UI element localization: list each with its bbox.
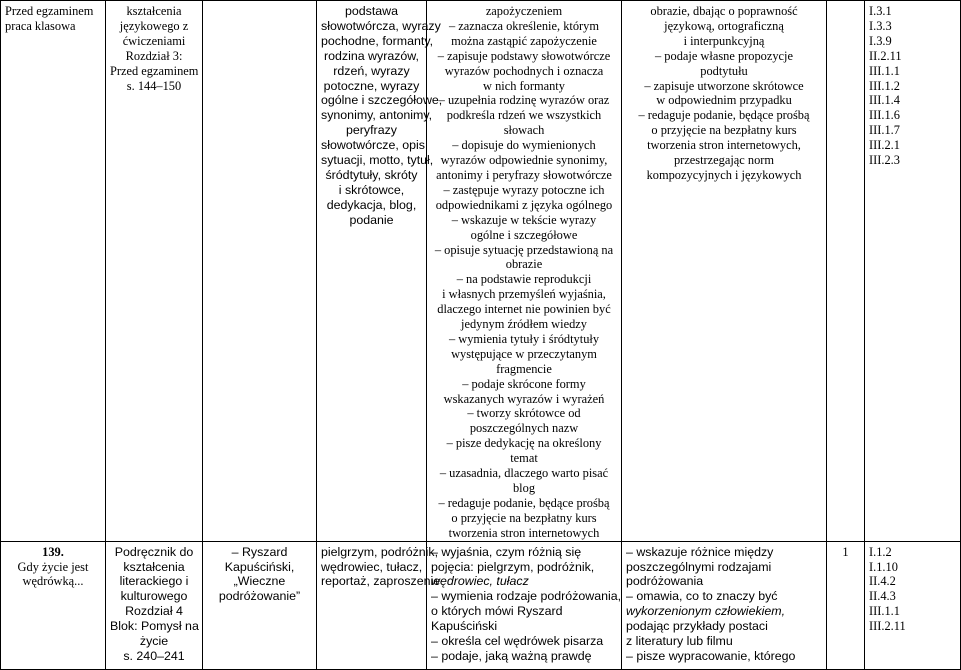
- text-line: wędrówką...: [22, 574, 84, 589]
- table-row: [1, 1, 961, 542]
- text-line: językową, ortograficzną: [664, 18, 784, 33]
- text-line: ćwiczeniami: [122, 33, 186, 48]
- text-line: poszczególnych nazw: [469, 421, 579, 436]
- text-line: literackiego i: [119, 574, 189, 589]
- text-line: dlaczego internet nie powinien być: [437, 302, 611, 317]
- text-line: wędrowiec, tułacz,: [321, 559, 423, 574]
- text-line: rdzeń, wyrazy: [333, 63, 410, 78]
- text-line: – tworzy skrótowce od: [467, 406, 581, 421]
- text-line: Przed egzaminem: [5, 4, 94, 18]
- text-line: rodzina wyrazów,: [323, 48, 420, 63]
- text-line: przestrzegając norm: [673, 153, 775, 168]
- text-line: – omawia, co to znaczy być: [626, 589, 778, 604]
- text-line: ogólne i szczegółowe,: [321, 93, 443, 108]
- text-line: – wskazuje różnice między: [626, 544, 774, 559]
- text-line: podróżowanie”: [218, 589, 301, 604]
- cell-lesson: [1, 1, 106, 542]
- text-line: III.1.1: [869, 604, 900, 619]
- text-line: wyrazów pochodnych i oznacza: [444, 63, 604, 78]
- text-line: I.3.3: [869, 18, 892, 33]
- text-line: reportaż, zaproszenie: [321, 574, 441, 589]
- text-line: tworzenia stron internetowych,: [647, 138, 801, 153]
- text-line: – redaguje podanie, będące prośbą: [638, 108, 810, 123]
- text-line: synonimy, antonimy,: [321, 108, 433, 123]
- text-line: jedynym źródłem wiedzy: [461, 317, 587, 332]
- text-line: peryfrazy: [346, 123, 397, 138]
- text-line: sytuacji, motto, tytuł,: [321, 153, 434, 168]
- text-line: słowach: [503, 123, 545, 138]
- cell-extended-requirements: [622, 1, 827, 542]
- text-line: potoczne, wyrazy: [323, 78, 420, 93]
- text-line: – zapisuje utworzone skrótowce: [644, 78, 804, 93]
- text-line: III.1.4: [869, 93, 900, 108]
- text-line: i własnych przemyśleń wyjaśnia,: [442, 287, 606, 302]
- text-line: – podaje, jaką ważną prawdę: [431, 648, 592, 663]
- text-line: podróżowania: [626, 574, 704, 589]
- text-line: Kapuściński,: [224, 559, 295, 574]
- text-line: III.2.11: [869, 619, 906, 634]
- text-line: II.4.2: [869, 574, 896, 589]
- cell-curriculum-codes: [865, 541, 961, 669]
- text-line: s. 144–150: [126, 78, 182, 93]
- cell-extended-requirements: [622, 541, 827, 669]
- cell-lesson: [1, 541, 106, 669]
- text-line: podstawa: [344, 4, 399, 18]
- text-line: pojęcia: pielgrzym, podróżnik,: [431, 559, 595, 574]
- text-line: III.2.1: [869, 138, 900, 153]
- text-line: wyrazów odpowiednie synonimy,: [440, 153, 608, 168]
- text-line: III.1.1: [869, 63, 900, 78]
- text-line: kształcenia: [123, 559, 185, 574]
- cell-concepts: [317, 1, 443, 542]
- text-line: – pisze dedykację na określony: [446, 436, 602, 451]
- text-line: – wskazuje w tekście wyrazy: [451, 212, 597, 227]
- cell-text: [203, 541, 317, 669]
- text-line: Rozdział 4: [125, 604, 183, 619]
- text-line: o przyjęcie na bezpłatny kurs: [651, 123, 797, 138]
- cell-hours: [827, 1, 865, 542]
- cell-text: [203, 1, 317, 542]
- text-line: tworzenia stron internetowych: [448, 525, 600, 540]
- text-line: Rozdział 3:: [125, 48, 183, 63]
- text-line: II.4.3: [869, 589, 896, 604]
- text-line: zapożyczeniem: [485, 4, 563, 18]
- text-line: III.2.3: [869, 153, 900, 168]
- text-line: można zastąpić zapożyczenie: [451, 33, 597, 48]
- text-line: – opisuje sytuację przedstawioną na: [434, 242, 614, 257]
- text-line: – zapisuje podstawy słowotwórcze: [437, 48, 611, 63]
- text-line: wędrowiec, tułacz: [431, 574, 529, 589]
- text-line: Przed egzaminem: [110, 63, 199, 78]
- text-line: słowotwórcze, opis: [321, 138, 425, 153]
- text-line: antonimy i peryfrazy słowotwórcze: [436, 167, 612, 182]
- text-line: – na podstawie reprodukcji: [456, 272, 592, 287]
- cell-curriculum-codes: [865, 1, 961, 542]
- text-line: kompozycyjnych i językowych: [646, 167, 802, 182]
- cell-textbook: [106, 1, 203, 542]
- text-line: blog: [512, 481, 536, 495]
- text-line: III.1.7: [869, 123, 900, 138]
- cell-basic-requirements: [427, 541, 622, 669]
- text-line: „Wieczne: [233, 574, 286, 589]
- table-row: [1, 541, 961, 669]
- text-line: – redaguje podanie, będące prośbą: [438, 495, 610, 510]
- text-line: obrazie, dbając o poprawność: [650, 4, 798, 18]
- text-line: – wymienia rodzaje podróżowania,: [431, 589, 622, 604]
- text-line: III.1.2: [869, 78, 900, 93]
- text-line: i interpunkcyjną: [683, 33, 765, 48]
- text-line: – podaje skrócone formy: [462, 376, 586, 391]
- text-line: I.1.2: [869, 544, 892, 559]
- text-line: pochodne, formanty,: [321, 33, 434, 48]
- text-line: kulturowego: [120, 589, 188, 604]
- text-line: Gdy życie jest: [17, 559, 89, 574]
- text-line: Blok: Pomysł na: [110, 619, 199, 634]
- text-line: podtytułu: [700, 63, 748, 78]
- text-line: I.1.10: [869, 559, 898, 574]
- text-line: poszczególnymi rodzajami: [626, 559, 772, 574]
- text-line: – wymienia tytuły i śródtytuły: [448, 331, 600, 346]
- text-line: pielgrzym, podróżnik,: [321, 544, 439, 559]
- text-line: o których mówi Ryszard: [431, 604, 563, 619]
- text-line: słowotwórcza, wyrazy: [321, 18, 441, 33]
- text-line: śródtytuły, skróty: [325, 167, 418, 182]
- text-line: i skrótowce,: [338, 182, 405, 197]
- text-line: obrazie: [505, 257, 543, 272]
- text-line: – uzupełnia rodzinę wyrazów oraz: [438, 93, 610, 108]
- text-line: wskazanych wyrazów i wyrażeń: [443, 391, 605, 406]
- text-line: podanie: [349, 212, 394, 227]
- text-line: odpowiednikami z języka ogólnego: [435, 197, 613, 212]
- text-line: – zastępuje wyrazy potoczne ich: [443, 182, 605, 197]
- text-line: temat: [510, 451, 538, 466]
- text-line: podając przykłady postaci: [626, 619, 768, 634]
- text-line: – wyjaśnia, czym różnią się: [431, 544, 582, 559]
- cell-basic-requirements: [427, 1, 622, 542]
- text-line: II.2.11: [869, 48, 902, 63]
- text-line: – zaznacza określenie, którym: [449, 18, 599, 33]
- cell-concepts: [317, 541, 441, 669]
- text-line: Kapuściński: [431, 619, 498, 634]
- text-line: – określa cel wędrówek pisarza: [431, 634, 604, 649]
- text-line: życie: [139, 634, 169, 649]
- text-line: w nich formanty: [483, 78, 565, 93]
- text-line: III.1.6: [869, 108, 900, 123]
- cell-hours: [827, 541, 865, 669]
- text-line: występujące w przeczytanym: [451, 346, 597, 361]
- text-line: I.3.1: [869, 4, 892, 18]
- text-line: dedykacja, blog,: [326, 197, 417, 212]
- text-line: I.3.9: [869, 33, 892, 48]
- text-line: językowego z: [119, 18, 189, 33]
- cell-textbook: [106, 541, 203, 669]
- text-line: fragmencie: [496, 361, 552, 376]
- text-line: – uzasadnia, dlaczego warto pisać: [439, 466, 609, 481]
- text-line: – pisze wypracowanie, którego: [626, 648, 796, 663]
- hours-value: 1: [842, 544, 849, 559]
- text-line: w odpowiednim przypadku: [656, 93, 792, 108]
- text-line: praca klasowa: [5, 18, 76, 33]
- text-line: – dopisuje do wymienionych: [452, 138, 596, 153]
- text-line: – Ryszard: [231, 544, 288, 559]
- text-line: wykorzenionym człowiekiem,: [626, 604, 786, 619]
- text-line: kształcenia: [126, 4, 182, 18]
- text-line: z literatury lub filmu: [626, 634, 733, 649]
- text-line: ogólne i szczegółowe: [470, 227, 578, 242]
- lesson-number: 139.: [42, 544, 64, 559]
- text-line: podkreśla rdzeń we wszystkich: [446, 108, 602, 123]
- text-line: – podaje własne propozycje: [655, 48, 793, 63]
- text-line: o przyjęcie na bezpłatny kurs: [451, 510, 597, 525]
- text-line: s. 240–241: [123, 648, 185, 663]
- text-line: Podręcznik do: [114, 544, 194, 559]
